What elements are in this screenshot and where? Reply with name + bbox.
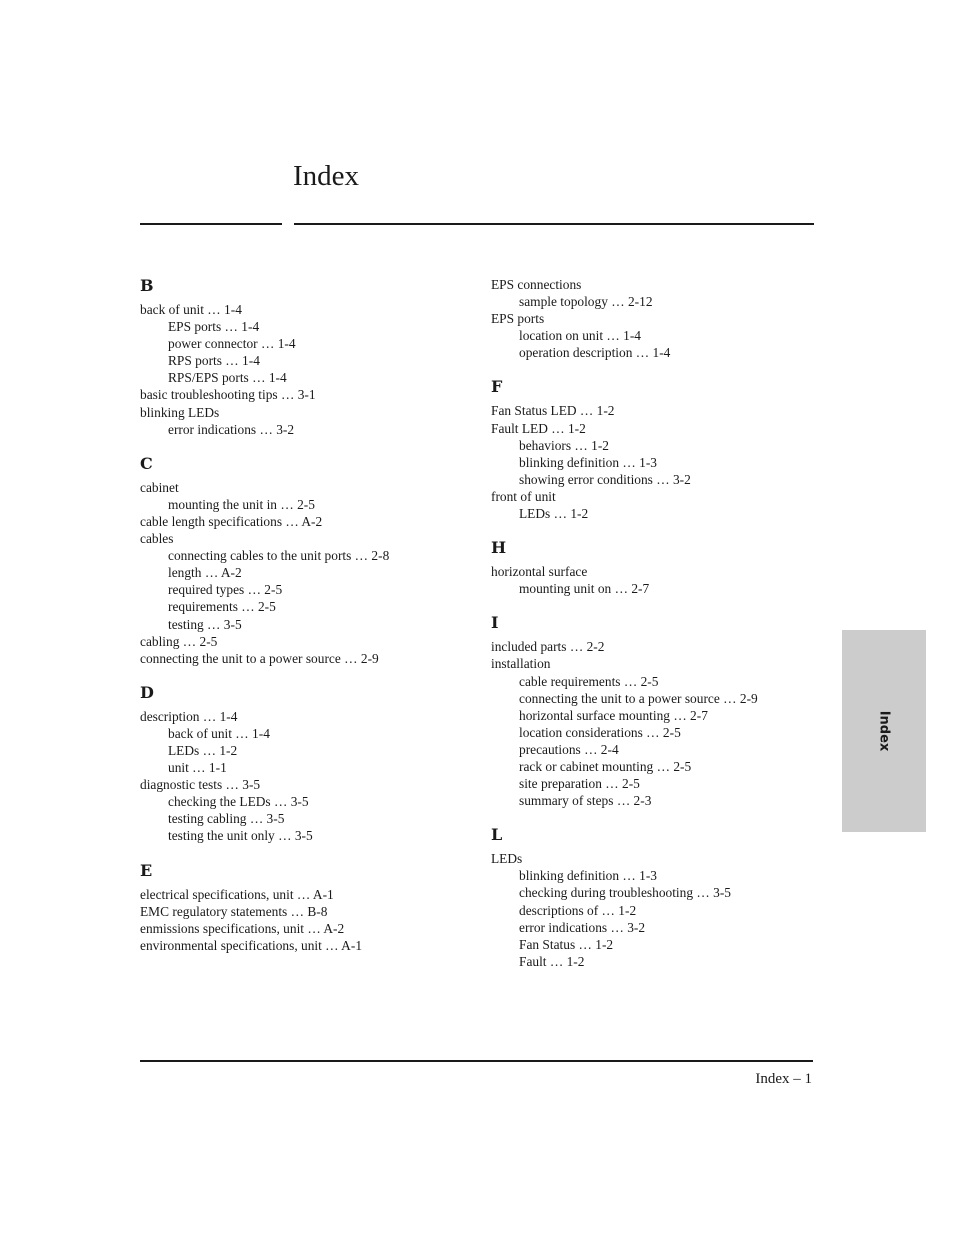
index-entry: horizontal surface [491,564,588,580]
index-subentry: power connector … 1-4 [168,336,296,352]
page-number: Index – 1 [755,1071,812,1087]
index-section [140,683,470,845]
index-subentry: RPS/EPS ports … 1-4 [168,370,287,386]
section-letter: F [491,377,503,397]
index-subentry: cable requirements … 2-5 [519,673,659,689]
index-subentry: LEDs … 1-2 [168,742,238,758]
index-subentry: RPS ports … 1-4 [168,353,260,369]
index-subentry: site preparation … 2-5 [519,776,640,792]
index-subentry: showing error conditions … 3-2 [519,471,691,487]
index-section [140,861,470,954]
index-section [491,825,821,970]
index-subentry: connecting cables to the unit ports … 2-8 [168,548,390,564]
index-section [491,377,821,522]
footer-rule [140,1060,813,1062]
index-subentry: testing … 3-5 [168,616,242,632]
index-subentry: precautions … 2-4 [519,741,619,757]
index-subentry: testing cabling … 3-5 [168,811,285,827]
index-section [491,538,821,597]
index-subentry: back of unit … 1-4 [168,725,270,741]
section-letter: L [491,825,503,845]
index-subentry: unit … 1-1 [168,760,227,776]
index-subentry: sample topology … 2-12 [519,294,653,310]
index-entry: description … 1-4 [140,708,238,724]
section-letter: D [140,682,154,702]
index-subentry: Fan Status … 1-2 [519,936,614,952]
index-column-left [140,276,470,970]
index-subentry: connecting the unit to a power source … 2-9 [519,690,758,706]
index-entry: cabinet [140,479,179,495]
index-subentry: horizontal surface mounting … 2-7 [519,707,708,723]
section-letter: E [140,860,153,880]
header-rule-right [294,223,814,225]
index-subentry: blinking definition … 1-3 [519,868,657,884]
index-entry: enmissions specifications, unit … A-2 [140,920,345,936]
index-entry: electrical specifications, unit … A-1 [140,886,334,902]
index-subentry: error indications … 3-2 [168,421,295,437]
section-letter: H [491,538,507,558]
index-section [491,276,821,361]
index-entry: cabling … 2-5 [140,633,218,649]
index-entry: environmental specifications, unit … A-1 [140,937,363,953]
index-entry: included parts … 2-2 [491,639,605,655]
index-subentry: required types … 2-5 [168,582,283,598]
side-tab [842,630,926,832]
index-entry: Fault LED … 1-2 [491,420,586,436]
index-subentry: LEDs … 1-2 [519,506,589,522]
index-section [491,613,821,809]
index-subentry: blinking definition … 1-3 [519,454,657,470]
side-tab-label: Index [876,710,892,752]
index-entry: back of unit … 1-4 [140,302,242,317]
index-entry: LEDs [491,851,523,867]
index-entry: EMC regulatory statements … B-8 [140,903,328,919]
index-entry: EPS connections [491,277,582,292]
index-subentry: operation description … 1-4 [519,345,671,361]
index-column-right [491,276,821,986]
index-entry: cables [140,531,174,547]
index-section [140,276,470,438]
index-subentry: behaviors … 1-2 [519,437,609,453]
index-subentry: summary of steps … 2-3 [519,793,652,809]
index-entry: connecting the unit to a power source … 2-9 [140,650,379,666]
index-subentry: Fault … 1-2 [519,953,585,969]
index-subentry: location considerations … 2-5 [519,724,681,740]
index-subentry: mounting unit on … 2-7 [519,581,650,597]
header-rule-left [140,223,282,225]
index-subentry: error indications … 3-2 [519,919,646,935]
index-subentry: checking the LEDs … 3-5 [168,794,309,810]
section-letter: C [140,453,153,473]
index-entry: diagnostic tests … 3-5 [140,777,261,793]
index-subentry: requirements … 2-5 [168,599,276,615]
index-subentry: rack or cabinet mounting … 2-5 [519,758,692,774]
index-subentry: location on unit … 1-4 [519,328,641,344]
index-subentry: EPS ports … 1-4 [168,319,260,335]
index-subentry: descriptions of … 1-2 [519,902,637,918]
index-subentry: length … A-2 [168,565,242,581]
index-entry: front of unit [491,488,556,504]
page-title: Index [293,160,360,192]
index-entry: cable length specifications … A-2 [140,513,323,529]
index-entry: basic troubleshooting tips … 3-1 [140,387,316,403]
index-entry: EPS ports [491,311,545,327]
index-subentry: mounting the unit in … 2-5 [168,496,315,512]
index-subentry: testing the unit only … 3-5 [168,828,313,844]
index-entry: blinking LEDs [140,404,220,420]
section-letter: I [491,613,499,633]
index-entry: Fan Status LED … 1-2 [491,403,615,419]
index-section [140,454,470,667]
index-entry: installation [491,656,551,672]
section-letter: B [140,276,154,295]
index-subentry: checking during troubleshooting … 3-5 [519,885,731,901]
